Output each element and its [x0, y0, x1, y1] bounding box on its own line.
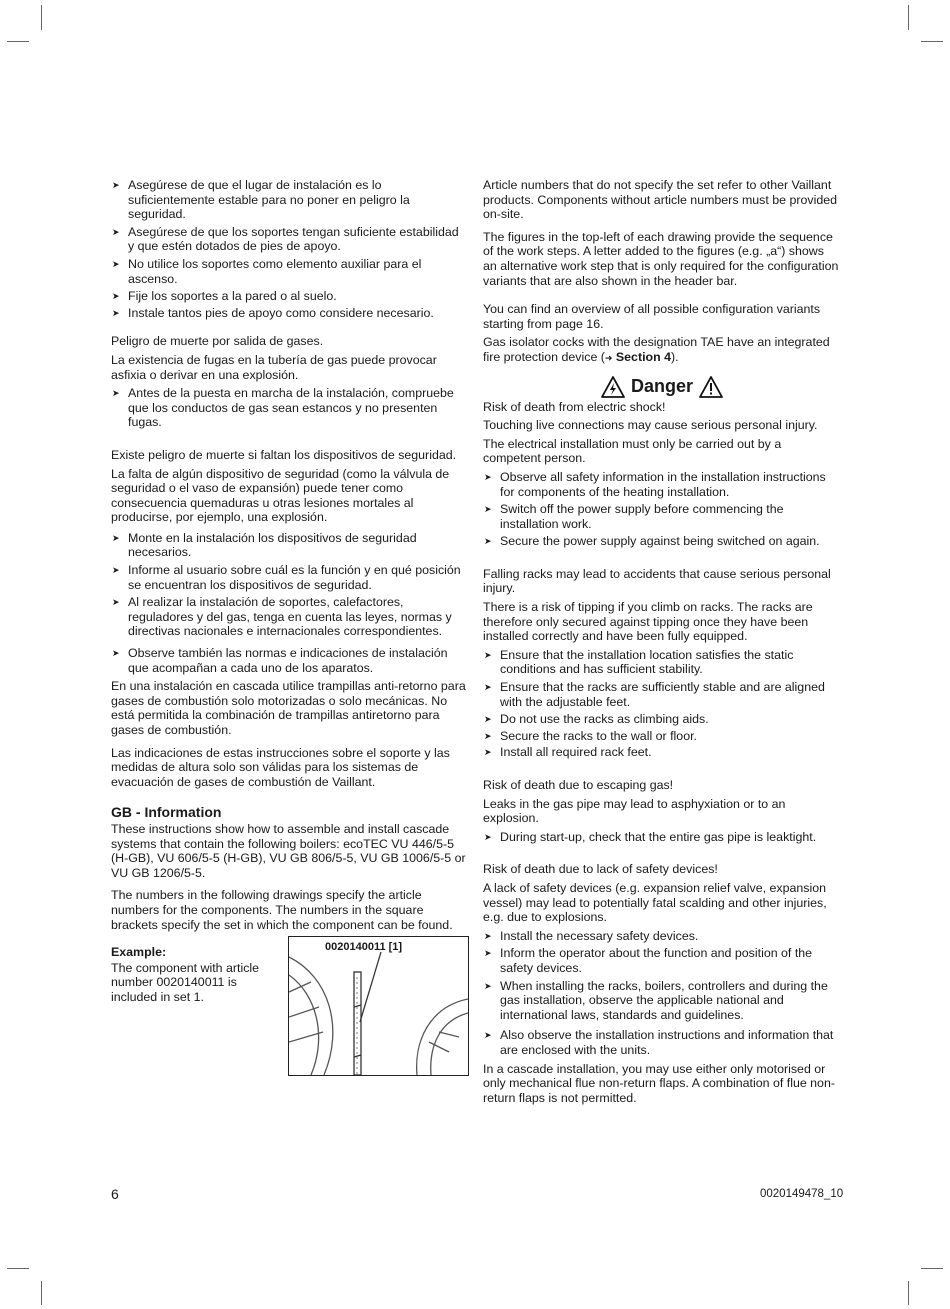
right-column — [483, 178, 841, 1109]
crop-mark — [41, 5, 42, 30]
list-item: ➤ Al realizar la instalación de soportes, calefactores, reguladores y del gas, tenga en cuenta las leyes, normas y directivas nacionales e internacionales correspondientes. — [112, 595, 452, 639]
bullet-list — [111, 386, 467, 430]
crop-mark — [921, 1268, 943, 1269]
arrow-icon: ➤ — [112, 388, 120, 399]
example-text: The component with article number 0020140011 is included in set 1. — [111, 960, 260, 1004]
arrow-icon: ➤ — [112, 226, 120, 237]
page-number: 6 — [111, 1186, 119, 1202]
paragraph: En una instalación en cascada utilice trampillas anti-retorno para gases de combustión solo motorizadas o solo mecánicas. No está permitida la combinación de trampillas antiretorno para gases de combustión. — [111, 679, 466, 737]
warning-title: Risk of death due to escaping gas! — [483, 778, 674, 792]
arrow-icon: ➤ — [112, 180, 120, 190]
arrow-icon: ➤ — [484, 649, 492, 660]
paragraph: Touching live connections may cause serious personal injury. — [483, 418, 818, 433]
arrow-icon: ➤ — [484, 730, 492, 741]
paragraph: The electrical installation must only be carried out by a competent person. — [483, 436, 782, 466]
list-item: ➤ Asegúrese de que los soportes tengan suficiente estabilidad y que estén dotados de pies de apoyo. — [112, 224, 459, 254]
list-item: ➤ Informe al usuario sobre cuál es la función y en qué posición se encuentran los dispositivos de seguridad. — [112, 563, 461, 592]
crop-mark — [41, 1281, 42, 1305]
paragraph: Leaks in the gas pipe may lead to asphyxiation or to an explosion. — [483, 796, 786, 826]
list-item: ➤ Antes de la puesta en marcha de la instalación, compruebe que los conductos de gas sean estancos y no presenten fugas. — [112, 386, 454, 430]
arrow-icon: ➤ — [484, 682, 492, 693]
list-item: ➤ Ensure that the racks are sufficiently stable and are aligned with the adjustable feet. — [484, 680, 825, 709]
paragraph: Article numbers that do not specify the set refer to other Vaillant products. Components without article numbers must be provided on-site. — [483, 178, 837, 222]
arrow-icon: ➤ — [484, 980, 492, 991]
paragraph: These instructions show how to assemble and install cascade systems that contain the following boilers: ecoTEC VU 446/5-5 (H-GB), VU 606/5-5 (H-GB), VU GB 806/5-5, VU GB 1006/5-5 or VU GB 1206/5-5. — [111, 821, 466, 880]
arrow-icon: ➤ — [484, 504, 492, 515]
arrow-icon: ➤ — [484, 747, 492, 758]
danger-header — [483, 376, 841, 398]
list-item: ➤ Observe también las normas e indicaciones de instalación que acompañan a cada uno de los aparatos. — [112, 646, 448, 675]
list-item: ➤ Install the necessary safety devices. — [484, 928, 699, 943]
list-item: ➤ Inform the operator about the function and position of the safety devices. — [484, 946, 813, 975]
arrow-icon: ➤ — [112, 307, 120, 318]
warning-title: Existe peligro de muerte si faltan los dispositivos de seguridad. — [111, 447, 457, 462]
pipe-drawing — [289, 937, 468, 1075]
arrow-icon: ➤ — [484, 536, 492, 547]
paragraph: The numbers in the following drawings specify the article numbers for the components. The numbers in the square brackets specify the set in which the component can be found. — [111, 888, 453, 932]
example-figure — [288, 936, 469, 1076]
arrow-icon: ➤ — [112, 291, 120, 302]
arrow-icon: ➤ — [112, 532, 120, 543]
list-item: ➤ Asegúrese de que el lugar de instalación es lo suficientemente estable para no poner en peligro la seguridad. — [112, 178, 410, 222]
warning-icon — [699, 376, 723, 398]
list-item: ➤ Fije los soportes a la pared o al suelo. — [112, 289, 337, 304]
bullet-list — [111, 531, 467, 675]
list-item: ➤ Switch off the power supply before commencing the installation work. — [484, 502, 784, 531]
warning-title: Peligro de muerte por salida de gases. — [111, 334, 324, 349]
arrow-icon: ➤ — [484, 1030, 492, 1041]
paragraph: Las indicaciones de estas instrucciones sobre el soporte y las medidas de altura solo son válidas para los sistemas de evacuación de gases de combustión de Vaillant. — [111, 745, 450, 789]
crop-mark — [908, 1281, 909, 1305]
list-item: ➤ Instale tantos pies de apoyo como considere necesario. — [112, 305, 434, 320]
crop-mark — [921, 41, 943, 42]
paragraph: Gas isolator cocks with the designation TAE have an integrated fire protection device (➜ Section 4). — [483, 335, 830, 364]
crop-mark — [908, 5, 909, 30]
warning-title: Falling racks may lead to accidents that cause serious personal injury. — [483, 566, 831, 596]
example-block — [111, 936, 467, 1081]
warning-title: Risk of death due to lack of safety devices! — [483, 862, 718, 877]
list-item: ➤ Also observe the installation instructions and information that are enclosed with the units. — [484, 1028, 834, 1057]
bullet-list — [483, 648, 841, 760]
left-column — [111, 178, 467, 1081]
list-item: ➤ Do not use the racks as climbing aids. — [484, 712, 709, 727]
list-item: ➤ During start-up, check that the entire gas pipe is leaktight. — [484, 829, 817, 844]
list-item: ➤ Secure the racks to the wall or floor. — [484, 728, 697, 743]
bullet-list — [483, 470, 841, 549]
crop-mark — [7, 1268, 29, 1269]
section-link[interactable]: Section 4 — [615, 349, 671, 364]
paragraph: La falta de algún dispositivo de seguridad (como la válvula de seguridad o el vaso de expansión) puede tener como consecuencia quemaduras u otras lesiones mortales al producirse, por ejemplo, una explosión. — [111, 466, 450, 525]
list-item: ➤ No utilice los soportes como elemento auxiliar para el ascenso. — [112, 256, 422, 286]
list-item: ➤ Monte en la instalación los dispositivos de seguridad necesarios. — [112, 530, 417, 560]
arrow-icon: ➤ — [112, 648, 120, 659]
list-item: ➤ Observe all safety information in the installation instructions for components of the heating installation. — [484, 469, 826, 499]
paragraph: A lack of safety devices (e.g. expansion relief valve, expansion vessel) may lead to potentially fatal scalding and other injuries, e.g. due to explosions. — [483, 880, 827, 925]
list-item: ➤ Ensure that the installation location satisfies the static conditions and has sufficient stability. — [484, 647, 794, 677]
document-number: 0020149478_10 — [760, 1188, 844, 1200]
arrow-icon: ➤ — [484, 948, 492, 959]
bullet-list — [483, 830, 841, 845]
warning-title: Risk of death from electric shock! — [483, 399, 666, 414]
arrow-icon: ➤ — [484, 831, 492, 842]
warning-icon — [601, 376, 625, 398]
arrow-icon: ➤ — [112, 597, 120, 608]
paragraph: La existencia de fugas en la tubería de gas puede provocar asfixia o derivar en una explosión. — [111, 352, 437, 382]
crop-mark — [7, 41, 29, 42]
bullet-list — [483, 929, 841, 1058]
figure-code: 0020140011 [1] — [325, 941, 403, 954]
arrow-icon: ➤ — [112, 565, 120, 576]
list-item: ➤ Secure the power supply against being switched on again. — [484, 534, 820, 549]
example-label: Example: — [111, 945, 167, 960]
section-heading: GB - Information — [111, 804, 222, 821]
arrow-icon: ➤ — [484, 471, 492, 482]
bullet-list — [111, 178, 467, 320]
arrow-icon: ➤ — [112, 258, 120, 269]
paragraph: You can find an overview of all possible configuration variants starting from page 16. — [483, 302, 821, 331]
arrow-icon: ➤ — [484, 714, 492, 725]
arrow-icon: ➜ — [604, 352, 613, 363]
paragraph: There is a risk of tipping if you climb on racks. The racks are therefore only secured against tipping once they have been installed correctly and have been fully equipped. — [483, 600, 813, 644]
list-item: ➤ When installing the racks, boilers, controllers and during the gas installation, observe the applicable national and international laws, standards and guidelines. — [484, 978, 828, 1022]
list-item: ➤ Install all required rack feet. — [484, 745, 652, 760]
arrow-icon: ➤ — [484, 930, 492, 941]
paragraph: The figures in the top-left of each drawing provide the sequence of the work steps. A letter added to the figures (e.g. „a“) shows an alternative work step that is only required for the configuration variants that are also shown in the header bar. — [483, 229, 839, 288]
paragraph: In a cascade installation, you may use either only motorised or only mechanical flue non-return flaps. A combination of flue non-return flaps is not permitted. — [483, 1061, 835, 1105]
danger-label: Danger — [630, 376, 693, 397]
